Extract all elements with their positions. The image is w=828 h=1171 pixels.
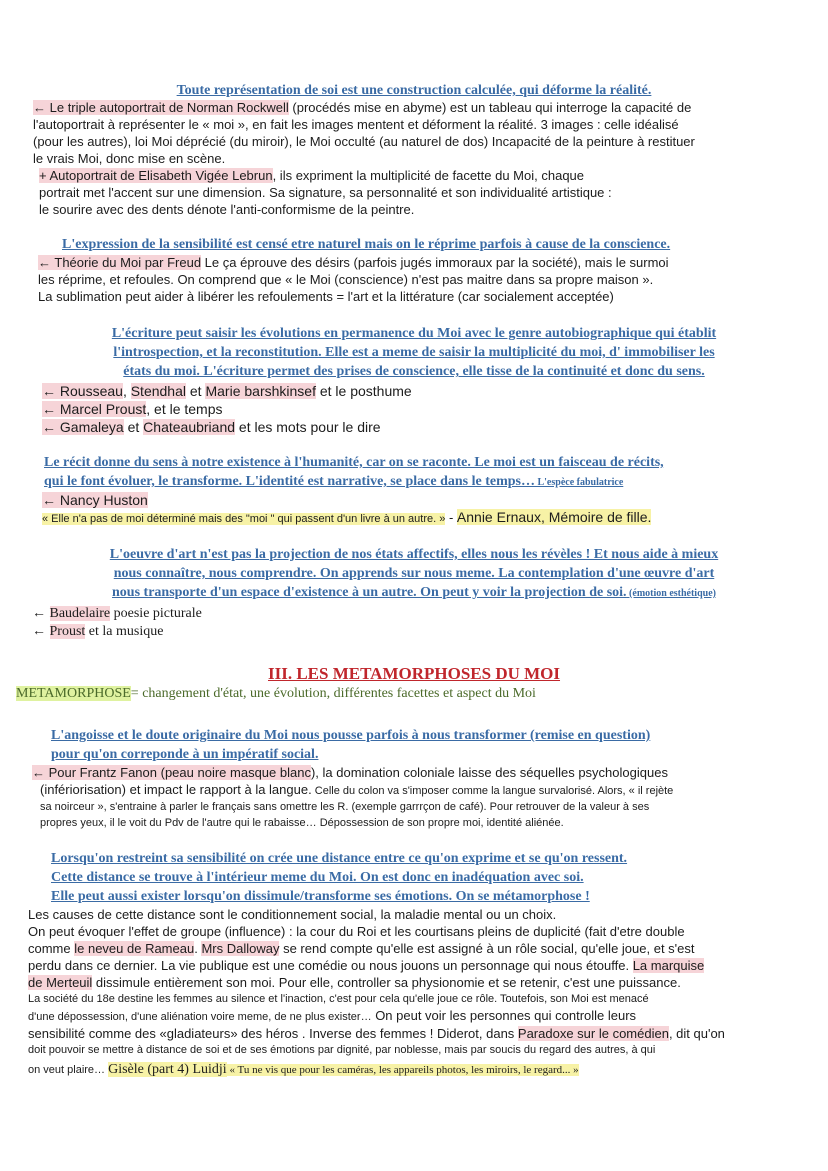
text: Celle du colon va s'imposer comme la langue survalorisé. Alors, « il rejète <box>311 785 674 797</box>
heading-line <box>40 583 788 603</box>
text: et les mots pour le dire <box>235 419 381 435</box>
text: . <box>194 941 202 956</box>
heading-line: L'oeuvre d'art n'est pas la projection de nos états affectifs, elles nous les révèles ! Et nous aide à mieux <box>109 547 719 562</box>
highlight-text: Gisèle (part 4) Luidji <box>108 1062 227 1077</box>
quote-line <box>42 509 822 527</box>
line: doit pouvoir se mettre à distance de soi et de ses émotions par dignité, par noblesse, mais par soucis du regard des autres, à qui <box>28 1044 656 1056</box>
highlight-text: Mrs Dalloway <box>201 941 280 956</box>
reference-list-1 <box>42 382 802 436</box>
heading-line <box>44 472 814 492</box>
section-heading-7 <box>51 849 821 906</box>
line <box>28 957 824 974</box>
line: La société du 18e destine les femmes au silence et l'inaction, c'est pour cela qu'elle joue ce rôle. Toutefois, son Moi est menacé <box>28 993 649 1005</box>
highlight-text: Paradoxe sur le comédien <box>517 1026 669 1041</box>
reference-item <box>32 605 632 623</box>
author: Marcel Proust <box>59 401 147 417</box>
heading-line: Elle peut aussi exister lorsqu'on dissimule/transforme ses émotions. On se métamorphose ! <box>51 889 590 904</box>
author: Annie Ernaux, Mémoire de fille. <box>456 509 652 525</box>
text: , ils expriment la multiplicité de facette du Moi, chaque <box>272 168 585 183</box>
reference-nancy <box>42 491 148 509</box>
paragraph-7 <box>28 906 824 1079</box>
text: = changement d'état, une évolution, différentes facettes et aspect du Moi <box>130 686 536 701</box>
author: Baudelaire <box>49 606 111 621</box>
highlight-text: + Autoportrait de Elisabeth Vigée Lebrun <box>39 168 273 183</box>
highlight <box>33 100 289 115</box>
author: Chateaubriand <box>143 419 236 435</box>
arrow-icon: ← <box>42 419 60 435</box>
heading-line: Le récit donne du sens à notre existence à l'humanité, car on se raconte. Le moi est un faisceau de récits, <box>44 455 664 470</box>
line <box>28 1007 824 1025</box>
text: sensibilité comme des «gladiateurs» des héros . Inverse des femmes ! Diderot, dans <box>28 1026 518 1041</box>
line <box>28 1060 824 1079</box>
highlight-text: le neveu de Rameau <box>74 941 195 956</box>
heading-line: nous connaître, nous comprendre. On apprends sur nous meme. La contemplation d'une œuvre d'art <box>113 566 715 581</box>
heading-line: L'écriture peut saisir les évolutions en permanence du Moi avec le genre autobiographique qui établit <box>111 326 717 341</box>
reference-list-2 <box>32 605 632 641</box>
line <box>32 781 822 799</box>
section-heading-5 <box>40 545 788 603</box>
section-heading-6 <box>51 726 821 764</box>
line: propres yeux, il le voit du Pdv de l'autre qui le rabaisse… Dépossession de son propre moi, identité aliénée. <box>40 817 564 829</box>
line: les réprime, et refoules. On comprend que « le Moi (conscience) n'est pas maitre dans sa propre maison ». <box>38 272 654 287</box>
paragraph-6 <box>32 764 822 831</box>
author: Marie barshkinsef <box>205 383 316 399</box>
text: d'une dépossession, d'une aliénation voire meme, de ne plus exister… <box>28 1011 372 1023</box>
heading-line: états du moi. L'écriture permet des prises de conscience, elle tisse de la continuité et donc du sens. <box>123 364 705 379</box>
text: se rend compte qu'elle est assigné à un rôle social, qu'elle joue, et s'est <box>279 941 695 956</box>
highlight-text: La marquise <box>632 958 705 973</box>
author: Gamaleya <box>59 419 124 435</box>
line: (pour les autres), loi Moi déprécié (du miroir), le Moi occulté (au naturel de dos) Incapacité de la peinture à restituer <box>33 134 695 149</box>
reference-item <box>32 623 632 641</box>
text: Le ça éprouve des désirs (parfois jugés immoraux par la société), mais le surmoi <box>201 255 669 270</box>
text: ← Pour Frantz Fanon ( <box>32 765 165 780</box>
text: (émotion esthétique) <box>626 588 716 599</box>
reference-item <box>42 400 802 418</box>
reference-item <box>42 382 802 400</box>
part-title: III. LES METAMORPHOSES DU MOI <box>267 664 561 683</box>
arrow-icon: ← <box>42 401 60 417</box>
text: , et le temps <box>146 401 223 417</box>
line <box>28 940 824 957</box>
heading-line: pour qu'on correponde à un impératif social. <box>51 747 319 762</box>
text: - <box>445 510 457 525</box>
author: Rousseau <box>59 383 123 399</box>
heading-line: l'introspection, et la reconstitution. Elle est a meme de saisir la multiplicité du moi, d' immobiliser les <box>113 345 715 360</box>
text: (infériorisation) et impact le rapport à la langue. <box>40 782 312 797</box>
section-heading-3 <box>40 324 788 381</box>
heading-line: L'angoisse et le doute originaire du Moi nous pousse parfois à nous transformer (remise en question) <box>51 728 651 743</box>
text: et <box>186 383 206 399</box>
highlight-text: peau noire masque blanc <box>164 765 311 780</box>
section-heading-1: Toute représentation de soi est une construction calculée, qui déforme la réalité. <box>176 83 652 98</box>
highlight-text: Le triple autoportrait de Norman Rockwell <box>49 100 289 115</box>
text: ), la domination coloniale laisse des séquelles psychologiques <box>310 765 668 780</box>
line: le vrais Moi, donc mise en scène. <box>33 151 226 166</box>
text: et <box>123 419 144 435</box>
quote: « Elle n'a pas de moi déterminé mais des "moi " qui passent d'un livre à un autre. » <box>42 513 446 525</box>
line: La sublimation peut aider à libérer les refoulements = l'art et la littérature (car socialement acceptée) <box>38 289 614 304</box>
text: dissimule entièrement son moi. Pour elle, controller sa physionomie et se retenir, c'est une puissance. <box>92 975 681 990</box>
text: poesie picturale <box>110 606 202 621</box>
arrow-icon: ← <box>42 383 60 399</box>
text: L'espèce fabulatrice <box>534 477 624 488</box>
line <box>28 974 824 991</box>
heading-line: Lorsqu'on restreint sa sensibilité on crée une distance entre ce qu'on exprime et se qu'on ressent. <box>51 851 628 866</box>
line <box>33 167 813 184</box>
section-heading-2: L'expression de la sensibilité est censé etre naturel mais on le réprime parfois à cause de la conscience. <box>62 237 671 252</box>
arrow-icon: ← <box>32 624 50 639</box>
text: On peut voir les personnes qui controlle leurs <box>371 1008 637 1023</box>
author: ← Nancy Huston <box>42 492 148 508</box>
line <box>32 764 822 781</box>
line: Les causes de cette distance sont le conditionnement social, la maladie mental ou un choix. <box>28 907 557 922</box>
text: comme <box>28 941 75 956</box>
text: qui le font évoluer, le transforme. L'identité est narrative, se place dans le temps… <box>44 474 535 489</box>
line: On peut évoquer l'effet de groupe (influence) : la cour du Roi et les courtisans pleins de duplicité (fait d'etre double <box>28 924 685 939</box>
text: (procédés mise en abyme) est un tableau qui interroge la capacité de <box>288 100 692 115</box>
text: nous transporte d'un espace d'existence à un autre. On peut y voir la projection de soi. <box>112 585 627 600</box>
text: on veut plaire… <box>28 1064 109 1076</box>
section-heading-4 <box>44 453 814 492</box>
paragraph-2 <box>38 254 818 305</box>
author: Stendhal <box>130 383 186 399</box>
text: et le posthume <box>315 383 412 399</box>
text: , <box>122 383 131 399</box>
quote: « Tu ne vis que pour les caméras, les appareils photos, les miroirs, le regard... » <box>226 1064 579 1076</box>
arrow-icon: ← <box>33 100 46 115</box>
text: et la musique <box>85 624 164 639</box>
line <box>38 254 818 271</box>
line: l'autoportrait à représenter le « moi », en fait les images mentent et déforment la réalité. 3 images : celle idéalisé <box>33 117 679 132</box>
arrow-icon: ← <box>32 606 50 621</box>
paragraph-1 <box>33 99 813 218</box>
definition <box>16 686 816 702</box>
text: , dit qu'on <box>668 1026 725 1041</box>
line: portrait met l'accent sur une dimension. Sa signature, sa personnalité et son individualité artistique : <box>39 185 612 200</box>
text: perdu dans ce dernier. La vie publique est une comédie ou nous jouons un personnage qui nous étouffe. <box>28 958 633 973</box>
author: Proust <box>49 624 86 639</box>
term: METAMORPHOSE <box>16 686 131 701</box>
heading-line: Cette distance se trouve à l'intérieur meme du Moi. On est donc en inadéquation avec soi. <box>51 870 584 885</box>
line: sa noirceur », s'entraine à parler le français sans omettre les R. (exemple garrrçon de café). Pour retrouver de la valeur à ses <box>40 801 650 813</box>
highlight-text: de Merteuil <box>28 975 93 990</box>
line <box>28 1025 824 1042</box>
line <box>33 99 813 116</box>
reference-item <box>42 418 802 436</box>
highlight-text: ← Théorie du Moi par Freud <box>38 255 202 270</box>
line: le sourire avec des dents dénote l'anti-conformisme de la peintre. <box>39 202 415 217</box>
